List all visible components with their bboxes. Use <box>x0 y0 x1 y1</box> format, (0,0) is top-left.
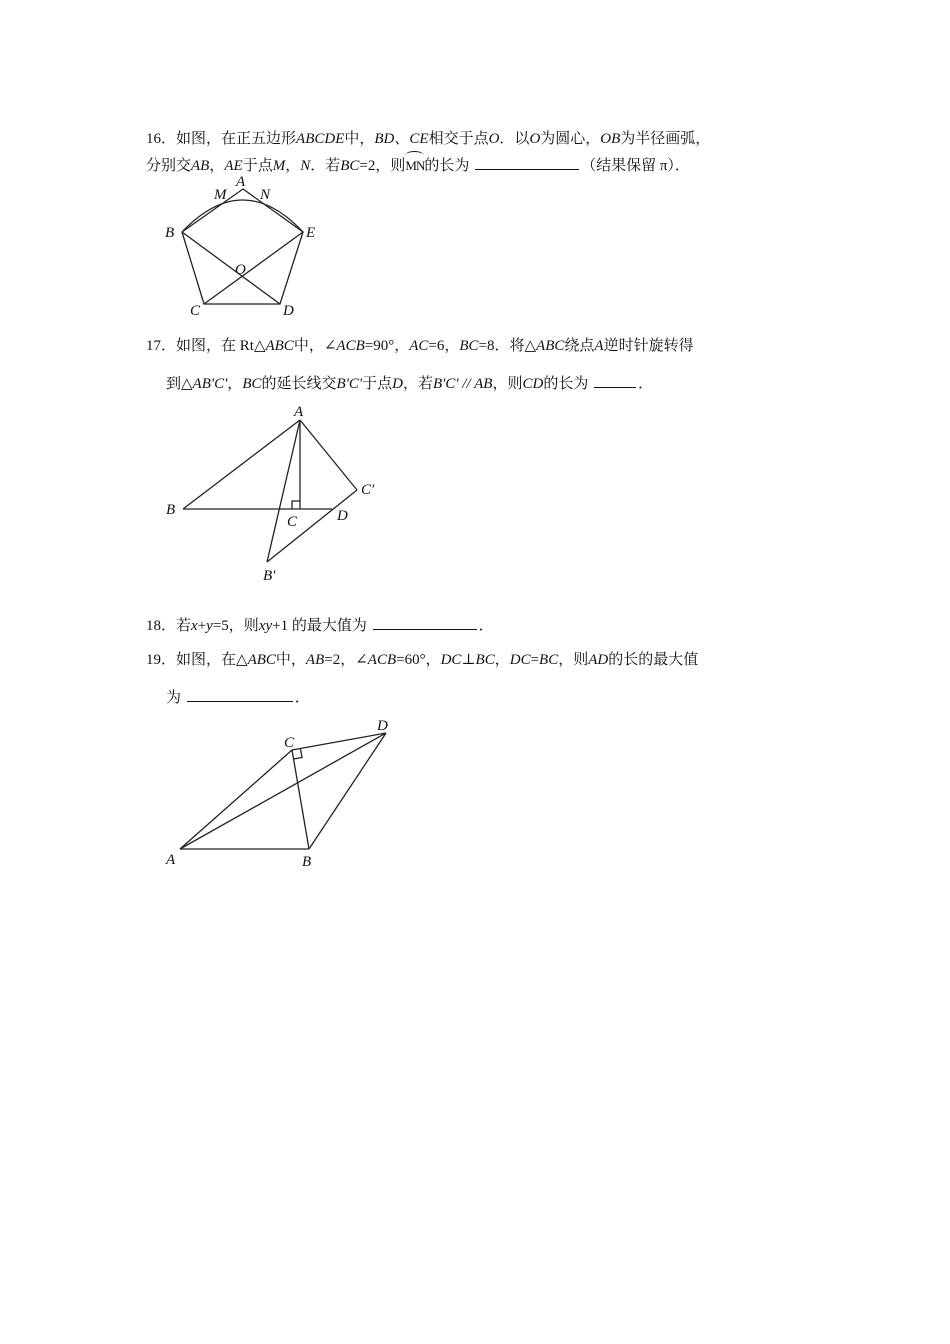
math-var: BC <box>242 376 262 392</box>
text: 的长为 <box>424 158 470 174</box>
text: ，则 <box>492 376 523 392</box>
math-var: A <box>594 338 604 354</box>
math-var: xy <box>258 618 273 634</box>
answer-blank[interactable] <box>373 615 477 630</box>
text: （结果保留 π）． <box>581 158 690 174</box>
diagonal-bd <box>182 232 280 304</box>
math-var: M <box>272 158 286 174</box>
text: +1 的最大值为 <box>272 618 367 634</box>
text: 为 <box>166 690 182 706</box>
q19-figure <box>165 718 388 870</box>
text: ．若 <box>310 158 341 174</box>
math-var: ACB <box>367 652 397 668</box>
text: 中， <box>275 652 306 668</box>
text: =8．将△ <box>478 338 537 354</box>
text: 为圆心， <box>540 131 601 147</box>
label-b: B <box>165 225 175 241</box>
text: =2，∠ <box>324 652 368 668</box>
right-angle-mark <box>292 501 300 509</box>
text: 如图，在△ <box>176 652 248 668</box>
math-var: AC <box>409 338 429 354</box>
question-number: 16． <box>146 131 177 147</box>
label-d: D <box>337 508 348 524</box>
math-var: B'C' // AB <box>432 376 493 392</box>
text: ， <box>285 158 301 174</box>
text: 如图，在 Rt△ <box>176 338 266 354</box>
math-var: y <box>206 618 213 634</box>
math-var: AB <box>305 652 325 668</box>
text: ．以 <box>499 131 530 147</box>
text: ，则 <box>558 652 589 668</box>
label-b: B <box>302 854 312 870</box>
text: 相交于点 <box>428 131 489 147</box>
label-a: A <box>236 174 246 190</box>
text: ，若 <box>402 376 433 392</box>
math-var: BC <box>475 652 495 668</box>
text: 绕点 <box>564 338 595 354</box>
math-var: BC <box>539 652 559 668</box>
question-number: 18． <box>146 618 177 634</box>
text: 、 <box>394 131 410 147</box>
text: 到△ <box>166 376 193 392</box>
question-number: 17． <box>146 338 177 354</box>
math-var: N <box>300 158 311 174</box>
q17-line-1 <box>146 336 694 356</box>
label-b: B <box>166 502 176 518</box>
math-var: AE <box>224 158 243 174</box>
text: =2，则 <box>359 158 406 174</box>
math-var: x <box>191 618 198 634</box>
text: =5，则 <box>212 618 259 634</box>
text: 为半径画弧， <box>620 131 711 147</box>
text: 逆时针旋转得 <box>603 338 694 354</box>
text: ． <box>294 690 310 706</box>
q19-line-1 <box>146 650 698 670</box>
text: 若 <box>176 618 192 634</box>
label-o: O <box>235 262 246 278</box>
text: ， <box>227 376 243 392</box>
text: ． <box>638 376 654 392</box>
segment-cb <box>292 750 309 849</box>
segment-ad <box>180 733 386 849</box>
segment-ac <box>180 750 292 849</box>
text: ， <box>494 652 510 668</box>
math-var: AB'C' <box>192 376 228 392</box>
segment-ac-prime <box>300 420 357 490</box>
q17-figure <box>166 404 375 584</box>
question-number: 19． <box>146 652 177 668</box>
diagonal-ce <box>204 232 303 304</box>
math-var: O <box>488 131 500 147</box>
text: 的延长线交 <box>261 376 337 392</box>
text: =6， <box>428 338 460 354</box>
text: =90°， <box>364 338 410 354</box>
math-var: B'C' <box>336 376 363 392</box>
arc-mn: MN <box>405 153 424 176</box>
label-e: E <box>306 225 316 241</box>
text: + <box>197 618 207 634</box>
math-var: D <box>392 376 403 392</box>
math-var: BD <box>374 131 395 147</box>
answer-blank[interactable] <box>594 373 636 388</box>
text: 的长为 <box>543 376 589 392</box>
label-d: D <box>377 718 388 734</box>
math-var: CE <box>409 131 429 147</box>
label-m: M <box>214 187 227 203</box>
label-a: A <box>166 852 176 868</box>
q19-line-2 <box>166 687 310 708</box>
math-var: BC <box>459 338 479 354</box>
math-var: DC <box>509 652 531 668</box>
label-a: A <box>294 404 304 420</box>
math-var: AB <box>191 158 210 174</box>
math-var: ABC <box>265 338 294 354</box>
arc-be <box>182 200 303 232</box>
text: ． <box>478 618 494 634</box>
right-angle-mark <box>294 749 303 759</box>
label-c: C <box>190 303 201 319</box>
text: 分别交 <box>146 158 192 174</box>
segment-b-prime-c-prime <box>267 490 357 562</box>
text: 于点 <box>242 158 273 174</box>
text: 如图，在正五边形 <box>176 131 297 147</box>
label-c-prime: C′ <box>361 482 375 498</box>
math-var: ABC <box>536 338 565 354</box>
text: 于点 <box>362 376 393 392</box>
q17-line-2 <box>166 373 653 394</box>
text: ， <box>209 158 225 174</box>
segment-bd <box>309 733 386 849</box>
text: 的长的最大值 <box>608 652 699 668</box>
math-var: BC <box>340 158 360 174</box>
label-d: D <box>283 303 294 319</box>
math-var: ABCDE <box>296 131 345 147</box>
pentagon-outline <box>182 189 303 304</box>
answer-blank[interactable] <box>187 687 293 702</box>
math-var: DC <box>440 652 462 668</box>
math-var: O <box>529 131 541 147</box>
math-var: CD <box>522 376 544 392</box>
label-c: C <box>287 514 298 530</box>
q18-line-1 <box>146 615 494 636</box>
math-var: AD <box>588 652 609 668</box>
text: 中， <box>344 131 375 147</box>
text: ⊥ <box>461 652 476 668</box>
text: = <box>530 652 540 668</box>
label-n: N <box>260 187 271 203</box>
math-var: ABC <box>247 652 276 668</box>
text: 中，∠ <box>293 338 337 354</box>
math-var: ACB <box>336 338 365 354</box>
label-b-prime: B′ <box>263 568 276 584</box>
math-var: OB <box>600 131 621 147</box>
text: =60°， <box>396 652 441 668</box>
label-c: C <box>284 735 295 751</box>
